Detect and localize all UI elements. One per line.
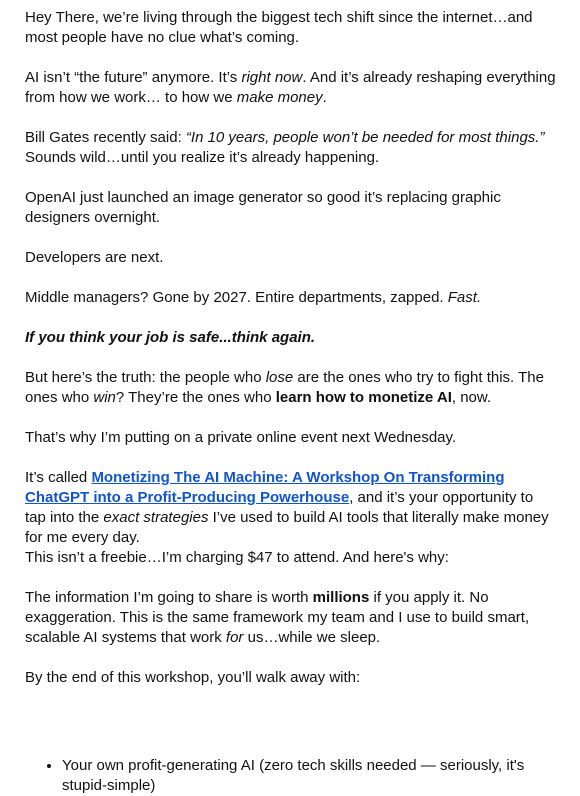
ai-now-text-c: . And it’s already reshaping everything from how we work… to how we — [25, 69, 556, 106]
ai-now-emphasis-make-money: make money — [236, 89, 323, 106]
job-safe-text: If you think your job is safe...think again. — [25, 329, 316, 346]
blank-spacer — [25, 708, 556, 756]
workshop-link[interactable]: Monetizing The AI Machine: A Workshop On Transforming ChatGPT into a Profit-Producing Powerhouse — [25, 469, 505, 506]
bill-gates-text-a: Bill Gates recently said: — [25, 129, 186, 146]
bill-gates-quote: “In 10 years, people won’t be needed for most things.” — [185, 129, 545, 146]
event-text: That’s why I’m putting on a private online event next Wednesday. — [25, 429, 457, 446]
truth-text-g: , now. — [451, 389, 492, 406]
middle-managers-paragraph — [25, 288, 556, 308]
walk-away-paragraph — [25, 668, 556, 688]
developers-paragraph — [25, 248, 556, 268]
truth-text-e: ? They’re the ones who — [115, 389, 276, 406]
workshop-price-text: This isn’t a freebie…I’m charging $47 to attend. And here's why: — [25, 549, 449, 566]
bill-gates-paragraph — [25, 128, 556, 168]
information-text-a: The information I’m going to share is worth — [25, 589, 313, 606]
information-text-e: us…while we sleep. — [243, 629, 381, 646]
middle-managers-emphasis-fast: Fast. — [447, 289, 482, 306]
truth-strong-monetize: learn how to monetize AI — [275, 389, 452, 406]
intro-text: Hey There, we’re living through the biggest tech shift since the internet…and most people have no clue what’s coming. — [25, 9, 533, 46]
walk-away-text: By the end of this workshop, you’ll walk away with: — [25, 669, 361, 686]
benefits-list — [25, 756, 556, 796]
developers-text: Developers are next. — [25, 249, 164, 266]
truth-emphasis-lose: lose — [265, 369, 294, 386]
workshop-emphasis-exact-strategies: exact strategies — [103, 509, 209, 526]
truth-paragraph — [25, 368, 556, 408]
event-paragraph — [25, 428, 556, 448]
openai-text: OpenAI just launched an image generator so good it’s replacing graphic designers overnight. — [25, 189, 501, 226]
middle-managers-text: Middle managers? Gone by 2027. Entire departments, zapped. — [25, 289, 448, 306]
ai-now-text-e: . — [322, 89, 327, 106]
truth-text-a: But here’s the truth: the people who — [25, 369, 266, 386]
workshop-paragraph — [25, 468, 556, 568]
list-item: • Your own profit-generating AI (zero tech skills needed — seriously, it's stupid-simple) — [62, 756, 556, 796]
bill-gates-text-c: Sounds wild…until you realize it’s already happening. — [25, 149, 380, 166]
ai-now-emphasis-right-now: right now — [241, 69, 303, 86]
workshop-text-a: It’s called — [25, 469, 92, 486]
ai-now-paragraph — [25, 68, 556, 108]
truth-text-c: are the ones who try to fight this. The ones who — [25, 369, 544, 406]
ai-now-text-a: AI isn’t “the future” anymore. It’s — [25, 69, 242, 86]
information-strong-millions: millions — [312, 589, 370, 606]
intro-paragraph — [25, 8, 556, 48]
workshop-text-d: I’ve used to build AI tools that literally make money for me every day. — [25, 509, 549, 546]
job-safe-paragraph — [25, 328, 556, 348]
truth-emphasis-win: win — [93, 389, 116, 406]
information-paragraph — [25, 588, 556, 648]
workshop-text-b: , and it’s your opportunity to tap into the — [25, 489, 534, 526]
information-emphasis-for: for — [225, 629, 244, 646]
information-text-c: if you apply it. No exaggeration. This is the same framework my team and I use to build smart, scalable AI systems that work — [25, 589, 530, 646]
openai-paragraph — [25, 188, 556, 228]
